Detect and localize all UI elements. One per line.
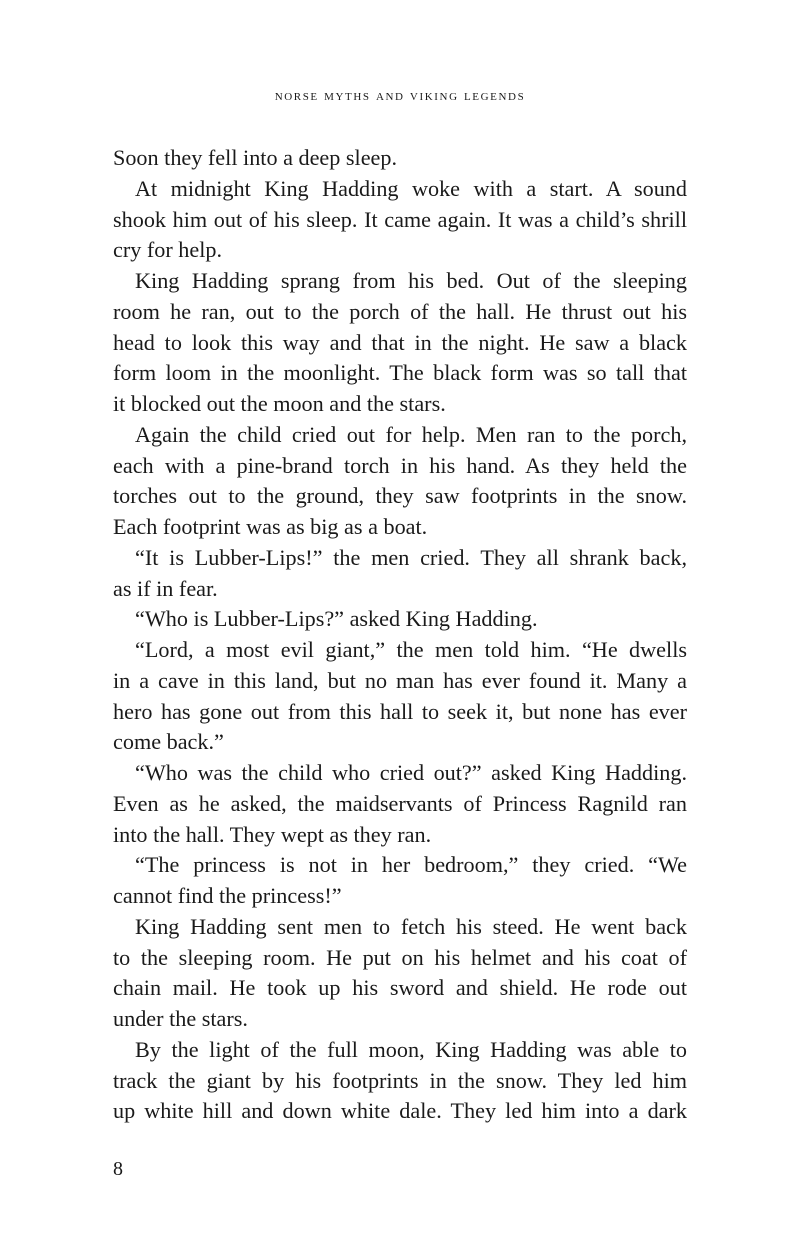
running-head: norse myths and viking legends: [274, 88, 526, 104]
body-text: [113, 143, 687, 1127]
text-line: “Lord, a most evil giant,” the men told him. “He dwells: [135, 637, 687, 662]
text-line: shook him out of his sleep. It came again. It was a child’s shrill: [113, 206, 687, 232]
text-line: cannot find the princess!”: [113, 883, 342, 908]
text-line: Again the child cried out for help. Men ran to the porch,: [135, 421, 687, 447]
text-line: as if in fear.: [113, 575, 218, 601]
text-line: Soon they fell into a deep sleep.: [113, 145, 398, 170]
text-line: room he ran, out to the porch of the hall. He thrust out his: [113, 298, 687, 324]
text-line: “The princess is not in her bedroom,” they cried. “We: [135, 852, 687, 878]
text-line: it blocked out the moon and the stars.: [113, 391, 446, 416]
text-line: torches out to the ground, they saw footprints in the snow.: [113, 483, 687, 509]
text-line: to the sleeping room. He put on his helmet and his coat of: [113, 944, 687, 970]
text-line: each with a pine-brand torch in his hand. As they held the: [113, 452, 687, 478]
text-line: At midnight King Hadding woke with a start. A sound: [135, 175, 687, 201]
text-line: come back.”: [113, 729, 224, 755]
text-line: “It is Lubber-Lips!” the men cried. They all shrank back,: [135, 544, 687, 570]
text-line: up white hill and down white dale. They led him into a dark: [113, 1098, 687, 1124]
page-number: 8: [113, 1158, 123, 1180]
text-line: chain mail. He took up his sword and shield. He rode out: [113, 975, 687, 1001]
text-line: hero has gone out from this hall to seek it, but none has ever: [113, 698, 687, 724]
text-line: form loom in the moonlight. The black form was so tall that: [113, 360, 687, 386]
text-line: King Hadding sent men to fetch his steed. He went back: [135, 913, 687, 939]
text-line: Even as he asked, the maidservants of Princess Ragnild ran: [113, 790, 687, 816]
text-line: “Who is Lubber-Lips?” asked King Hadding.: [135, 606, 538, 632]
text-line: “Who was the child who cried out?” asked King Hadding.: [135, 760, 687, 785]
text-line: King Hadding sprang from his bed. Out of the sleeping: [135, 268, 687, 293]
text-line: Each footprint was as big as a boat.: [113, 514, 428, 539]
text-line: in a cave in this land, but no man has ever found it. Many a: [113, 667, 687, 693]
text-line: cry for help.: [113, 237, 223, 263]
text-line: head to look this way and that in the night. He saw a black: [113, 329, 687, 355]
text-line: into the hall. They wept as they ran.: [113, 821, 432, 847]
text-line: under the stars.: [113, 1006, 248, 1031]
text-line: track the giant by his footprints in the snow. They led him: [113, 1067, 687, 1093]
text-line: By the light of the full moon, King Hadding was able to: [135, 1036, 687, 1062]
